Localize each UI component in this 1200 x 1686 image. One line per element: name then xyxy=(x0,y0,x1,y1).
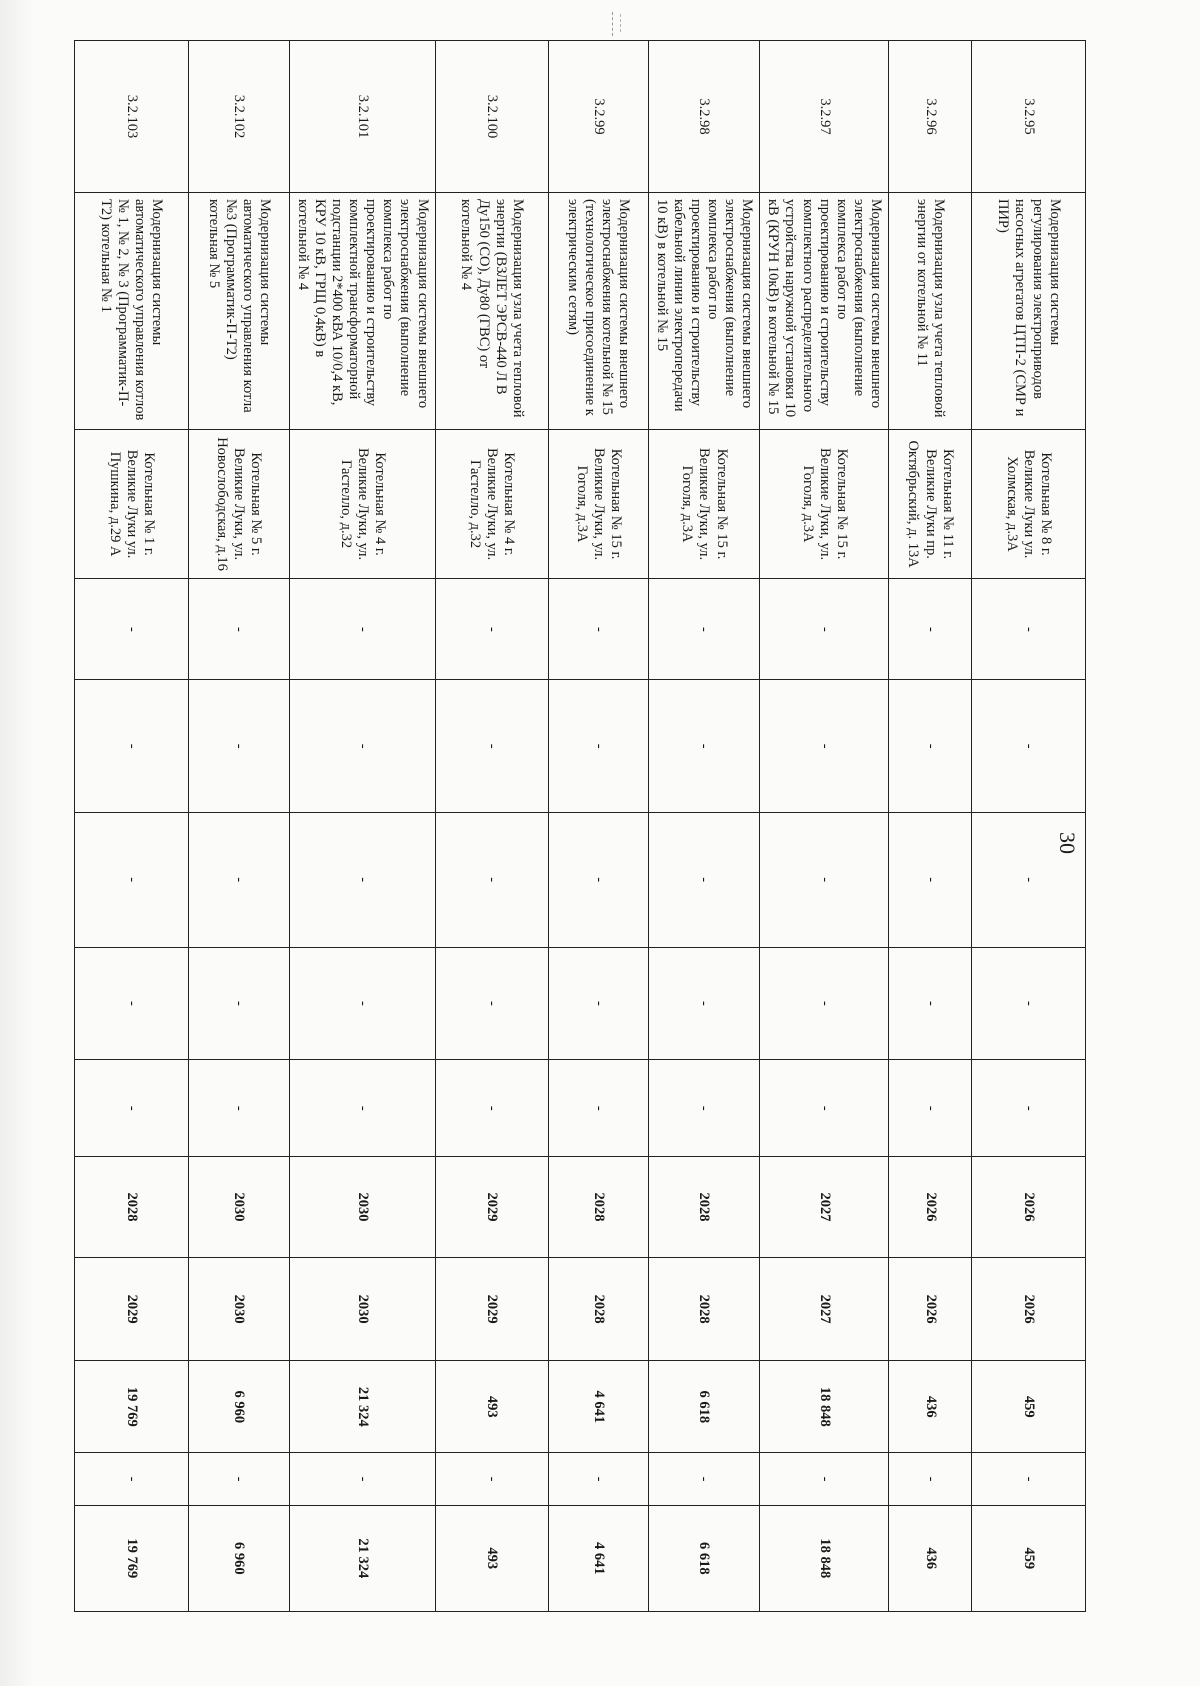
end-year: 2029 xyxy=(74,1258,188,1361)
value-col-6: - xyxy=(289,1453,435,1505)
value-col-3: - xyxy=(289,812,435,947)
total-value: 4 641 xyxy=(548,1505,648,1611)
value-col-3: - xyxy=(760,812,889,947)
value-col-2: - xyxy=(889,680,972,812)
total-value: 493 xyxy=(435,1505,548,1611)
cost-value: 436 xyxy=(889,1361,972,1453)
boiler-address: Котельная № 4 г. Великие Луки, ул. Гастелло, д.32 xyxy=(289,429,435,579)
value-col-3: - xyxy=(188,812,289,947)
value-col-4: - xyxy=(648,947,760,1060)
cost-value: 459 xyxy=(972,1361,1086,1453)
rotated-table-container xyxy=(96,40,1086,1612)
measure-name: Модернизация узла учета тепловой энергии от котельной № 11 xyxy=(889,192,972,429)
value-col-4: - xyxy=(972,947,1086,1060)
end-year: 2026 xyxy=(889,1258,972,1361)
table-row xyxy=(972,41,1086,1612)
value-col-1: - xyxy=(74,579,188,680)
value-col-5: - xyxy=(648,1060,760,1157)
boiler-address: Котельная № 4 г. Великие Луки, ул. Гастелло, д.32 xyxy=(435,429,548,579)
value-col-5: - xyxy=(435,1060,548,1157)
start-year: 2026 xyxy=(972,1157,1086,1258)
value-col-6: - xyxy=(188,1453,289,1505)
measure-name: Модернизация системы внешнего электроснабжения (выполнение комплекса работ по проектированию и строительству комплектного распределительного устройства наружной установки 10 кВ (КРУН 10кВ) в котельной № 15 xyxy=(760,192,889,429)
value-col-1: - xyxy=(889,579,972,680)
value-col-4: - xyxy=(289,947,435,1060)
value-col-5: - xyxy=(548,1060,648,1157)
value-col-1: - xyxy=(289,579,435,680)
boiler-address: Котельная № 8 г. Великие Луки ул. Холмская, д.3А xyxy=(972,429,1086,579)
cost-value: 493 xyxy=(435,1361,548,1453)
value-col-5: - xyxy=(760,1060,889,1157)
measure-name: Модернизация системы внешнего электроснабжения (выполнение комплекса работ по проектированию и строительству кабельной линии электропередачи 10 кВ) в котельной № 15 xyxy=(648,192,760,429)
cost-value: 4 641 xyxy=(548,1361,648,1453)
investment-table xyxy=(74,40,1086,1612)
start-year: 2029 xyxy=(435,1157,548,1258)
end-year: 2026 xyxy=(972,1258,1086,1361)
value-col-1: - xyxy=(548,579,648,680)
total-value: 18 848 xyxy=(760,1505,889,1611)
value-col-6: - xyxy=(74,1453,188,1505)
value-col-1: - xyxy=(435,579,548,680)
measure-name: Модернизация системы автоматического управления котла №3 (Программатик-П-Т2) котельная № 5 xyxy=(188,192,289,429)
value-col-5: - xyxy=(289,1060,435,1157)
total-value: 459 xyxy=(972,1505,1086,1611)
value-col-6: - xyxy=(972,1453,1086,1505)
boiler-address: Котельная № 5 г. Великие Луки, ул. Новослободская, д.16 xyxy=(188,429,289,579)
end-year: 2029 xyxy=(435,1258,548,1361)
scan-fold-mark xyxy=(612,12,613,36)
value-col-4: - xyxy=(760,947,889,1060)
end-year: 2027 xyxy=(760,1258,889,1361)
value-col-6: - xyxy=(648,1453,760,1505)
total-value: 21 324 xyxy=(289,1505,435,1611)
value-col-6: - xyxy=(548,1453,648,1505)
table-row xyxy=(74,41,188,1612)
measure-name: Модернизация узла учета тепловой энергии (ВЗЛЕТ ЭРСВ-440 Л В Ду150 (СО), Ду80 (ГВС) от котельной № 4 xyxy=(435,192,548,429)
value-col-3: - xyxy=(889,812,972,947)
row-number: 3.2.96 xyxy=(889,41,972,193)
scan-fold-mark-secondary xyxy=(620,14,621,32)
scan-edge-shadow xyxy=(0,0,34,1686)
total-value: 436 xyxy=(889,1505,972,1611)
value-col-6: - xyxy=(435,1453,548,1505)
value-col-5: - xyxy=(188,1060,289,1157)
value-col-3: - xyxy=(972,812,1086,947)
cost-value: 19 769 xyxy=(74,1361,188,1453)
value-col-4: - xyxy=(188,947,289,1060)
row-number: 3.2.102 xyxy=(188,41,289,193)
value-col-5: - xyxy=(74,1060,188,1157)
value-col-2: - xyxy=(760,680,889,812)
value-col-2: - xyxy=(435,680,548,812)
row-number: 3.2.95 xyxy=(972,41,1086,193)
row-number: 3.2.101 xyxy=(289,41,435,193)
value-col-4: - xyxy=(435,947,548,1060)
cost-value: 6 618 xyxy=(648,1361,760,1453)
total-value: 19 769 xyxy=(74,1505,188,1611)
value-col-4: - xyxy=(889,947,972,1060)
measure-name: Модернизация системы регулирования электроприводов насосных агрегатов ЦТП-2 (СМР и ПИР) xyxy=(972,192,1086,429)
end-year: 2030 xyxy=(289,1258,435,1361)
value-col-5: - xyxy=(889,1060,972,1157)
boiler-address: Котельная № 15 г. Великие Луки, ул. Гоголя, д.3А xyxy=(548,429,648,579)
start-year: 2028 xyxy=(648,1157,760,1258)
row-number: 3.2.97 xyxy=(760,41,889,193)
cost-value: 18 848 xyxy=(760,1361,889,1453)
end-year: 2030 xyxy=(188,1258,289,1361)
cost-value: 21 324 xyxy=(289,1361,435,1453)
row-number: 3.2.99 xyxy=(548,41,648,193)
boiler-address: Котельная № 15 г. Великие Луки, ул. Гоголя, д.3А xyxy=(648,429,760,579)
boiler-address: Котельная № 1 г. Великие Луки ул. Пушкина, д.29 А xyxy=(74,429,188,579)
value-col-2: - xyxy=(289,680,435,812)
start-year: 2027 xyxy=(760,1157,889,1258)
row-number: 3.2.103 xyxy=(74,41,188,193)
table-row xyxy=(760,41,889,1612)
value-col-3: - xyxy=(548,812,648,947)
value-col-2: - xyxy=(548,680,648,812)
end-year: 2028 xyxy=(548,1258,648,1361)
value-col-3: - xyxy=(648,812,760,947)
measure-name: Модернизация системы автоматического управления котлов № 1, № 2, № 3 (Программатик-П-Т2) котельная № 1 xyxy=(74,192,188,429)
measure-name: Модернизация системы внешнего электроснабжения (выполнение комплекса работ по проектированию и строительству комплектной трансформаторной подстанции 2*400 кВА 10/0,4 кВ, КРУ 10 кВ, ГРЩ 0,4кВ) в котельной № 4 xyxy=(289,192,435,429)
value-col-2: - xyxy=(648,680,760,812)
boiler-address: Котельная № 11 г. Великие Луки пр. Октябрьский, д. 13А xyxy=(889,429,972,579)
value-col-3: - xyxy=(74,812,188,947)
value-col-1: - xyxy=(760,579,889,680)
value-col-6: - xyxy=(760,1453,889,1505)
total-value: 6 960 xyxy=(188,1505,289,1611)
value-col-4: - xyxy=(548,947,648,1060)
table-row xyxy=(435,41,548,1612)
start-year: 2028 xyxy=(74,1157,188,1258)
cost-value: 6 960 xyxy=(188,1361,289,1453)
row-number: 3.2.100 xyxy=(435,41,548,193)
value-col-1: - xyxy=(648,579,760,680)
table-row xyxy=(648,41,760,1612)
measure-name: Модернизация системы внешнего электроснабжения котельной № 15 (технологическое присоединение к электрическим сетям) xyxy=(548,192,648,429)
value-col-2: - xyxy=(188,680,289,812)
table-row xyxy=(188,41,289,1612)
value-col-2: - xyxy=(74,680,188,812)
value-col-2: - xyxy=(972,680,1086,812)
value-col-1: - xyxy=(188,579,289,680)
value-col-5: - xyxy=(972,1060,1086,1157)
end-year: 2028 xyxy=(648,1258,760,1361)
page-number: 30 xyxy=(1055,832,1080,854)
start-year: 2030 xyxy=(188,1157,289,1258)
start-year: 2026 xyxy=(889,1157,972,1258)
table-row xyxy=(289,41,435,1612)
table-row xyxy=(889,41,972,1612)
total-value: 6 618 xyxy=(648,1505,760,1611)
row-number: 3.2.98 xyxy=(648,41,760,193)
boiler-address: Котельная № 15 г. Великие Луки, ул. Гоголя, д.3А xyxy=(760,429,889,579)
value-col-3: - xyxy=(435,812,548,947)
table-row xyxy=(548,41,648,1612)
value-col-6: - xyxy=(889,1453,972,1505)
value-col-1: - xyxy=(972,579,1086,680)
value-col-4: - xyxy=(74,947,188,1060)
start-year: 2028 xyxy=(548,1157,648,1258)
start-year: 2030 xyxy=(289,1157,435,1258)
